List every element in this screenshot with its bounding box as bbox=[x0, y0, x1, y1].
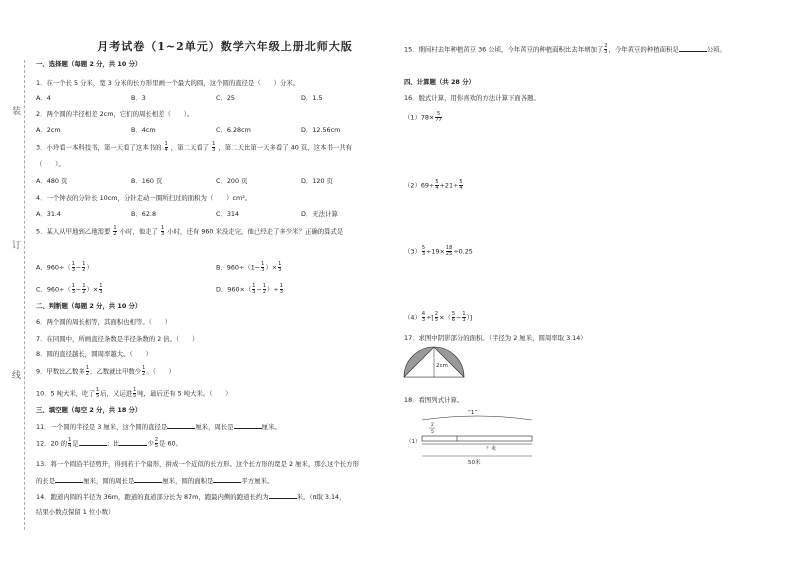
q3-fraction-1 bbox=[165, 142, 168, 153]
unknown-label: ？米 bbox=[486, 446, 497, 452]
fraction-denominator: 3 bbox=[99, 289, 103, 295]
calc-16-3 bbox=[404, 246, 473, 257]
f13-text-e: 平方厘米。 bbox=[241, 477, 274, 485]
answer-blank[interactable] bbox=[234, 422, 262, 429]
fill-15 bbox=[404, 44, 726, 55]
fill-12 bbox=[36, 438, 182, 449]
fraction-numerator: 5 bbox=[421, 245, 426, 251]
f14-text-b: 米。（π取 3.14， bbox=[296, 493, 346, 501]
c16-3-text-c: ÷0.25 bbox=[453, 247, 473, 256]
j10-text-b: 后，又运进 bbox=[100, 389, 133, 398]
judge-7: 7．在同圆中，所画直径条数是半径条数的 2 倍。（ ） bbox=[36, 335, 199, 343]
q1-option-d: D．1.5 bbox=[301, 94, 323, 102]
fraction-numerator: 1 bbox=[68, 437, 72, 443]
judge-10 bbox=[36, 388, 232, 399]
fraction-denominator: 3 bbox=[421, 251, 426, 257]
f12-text-c: ；比 bbox=[106, 439, 120, 448]
q3-text-b: ，第二天看了 bbox=[170, 143, 210, 152]
section-choice-title: 一、选择题（每题 2 分，共 10 分） bbox=[36, 60, 142, 68]
fraction-numerator: 1 bbox=[279, 283, 283, 289]
q5-text-b: 小时，他走了 bbox=[119, 227, 158, 236]
j10-text-a: 10．5 吨大米，吃了 bbox=[36, 389, 95, 398]
fraction bbox=[82, 262, 85, 273]
fill-13-line-2 bbox=[36, 476, 273, 485]
q5-option-c-close: ）× bbox=[86, 285, 99, 294]
answer-blank[interactable] bbox=[55, 476, 83, 483]
c16-4-text-b: ÷[ bbox=[426, 313, 434, 322]
judge-8: 8．圆的直径越长，圆周率越大。（ ） bbox=[36, 350, 152, 358]
semicircle-figure bbox=[402, 345, 466, 379]
fill-14-line-2: 结果小数点保留 1 位小数） bbox=[36, 508, 115, 516]
fraction-numerator: 5 bbox=[436, 111, 441, 117]
c16-2-text: （2）69÷ bbox=[404, 181, 435, 190]
fraction-denominator: 4 bbox=[459, 185, 463, 191]
f13-text-c: 厘米，圆的周长是 bbox=[83, 477, 135, 485]
q1-option-c: C．25 bbox=[216, 94, 235, 102]
whole-brace bbox=[422, 416, 532, 420]
answer-blank[interactable] bbox=[679, 45, 707, 52]
fraction-denominator: 3 bbox=[421, 317, 426, 323]
total-label: 50米 bbox=[468, 460, 481, 466]
c16-3-text-b: ÷19× bbox=[426, 247, 445, 256]
fraction-denominator: 3 bbox=[161, 231, 165, 237]
question-1: 1．在一个长 5 分米，宽 3 分米的长方形里画一个最大的圆，这个圆的直径是（ ）分米。 bbox=[36, 79, 300, 87]
fraction bbox=[435, 112, 441, 123]
fraction-numerator: 1 bbox=[142, 365, 146, 371]
item-label: （1） bbox=[406, 439, 421, 445]
fraction-denominator: 3 bbox=[261, 267, 265, 273]
fraction bbox=[252, 284, 255, 295]
fraction-numerator: 1 bbox=[161, 225, 165, 231]
f15-text-a: 15．期间村去年种植黄豆 36 公顷，今年黄豆的种植面积比去年增加了 bbox=[404, 45, 604, 54]
c16-3-text: （3） bbox=[404, 247, 421, 256]
f12-text-d: 少 bbox=[147, 439, 154, 448]
part-numerator: 2 bbox=[431, 423, 434, 428]
f12-text-e: 是 60。 bbox=[159, 439, 182, 448]
fraction-numerator: 1 bbox=[133, 387, 137, 393]
fraction-denominator: 3 bbox=[462, 317, 466, 323]
j9-text-a: 9．甲数比乙数多 bbox=[36, 367, 85, 376]
fraction-numerator: 2 bbox=[604, 43, 608, 49]
q4-option-d: D．无法计算 bbox=[301, 210, 338, 218]
fraction-denominator: 2 bbox=[262, 289, 266, 295]
q5-option-d-label: D．960×（ bbox=[216, 285, 252, 294]
f13-text-b: 的长是 bbox=[36, 477, 56, 485]
fraction-denominator: 5 bbox=[434, 317, 439, 323]
fraction bbox=[99, 284, 102, 295]
q2-option-d: D．12.56cm bbox=[301, 126, 341, 134]
f12-text-a: 12．20 的 bbox=[36, 439, 68, 448]
fraction-numerator: 1 bbox=[85, 365, 89, 371]
fraction bbox=[459, 180, 462, 191]
section-judge-title: 二、判断题（每题 2 分，共 10 分） bbox=[36, 302, 142, 310]
q5-option-b bbox=[216, 262, 282, 273]
calc-18: 18．看图列式计算。 bbox=[404, 396, 464, 404]
fraction-denominator: 3 bbox=[71, 289, 75, 295]
fraction-denominator: 3 bbox=[279, 289, 283, 295]
q5-option-b-close: ）× bbox=[265, 263, 278, 272]
fraction bbox=[604, 44, 607, 55]
fraction bbox=[435, 312, 438, 323]
fraction-numerator: 1 bbox=[82, 261, 86, 267]
q5-option-c bbox=[36, 284, 103, 295]
fraction-numerator: 1 bbox=[262, 283, 266, 289]
f11-text-b: 厘米，周长是 bbox=[195, 423, 234, 431]
q5-option-b-label: B．960÷（1− bbox=[216, 263, 261, 272]
f15-text-b: ，今年黄豆的种植面积是 bbox=[608, 45, 679, 54]
fill-13-line-1: 13．将一个圆沿半径剪开，得到若干个扇形，拼成一个近似的长方形。这个长方形的宽是 2 厘米，那么这个长方形 bbox=[36, 460, 360, 468]
fraction bbox=[261, 262, 264, 273]
fraction-numerator: 1 bbox=[71, 283, 75, 289]
answer-blank[interactable] bbox=[167, 422, 195, 429]
q3-option-a: A．480 页 bbox=[36, 177, 68, 185]
segment-diagram bbox=[402, 406, 542, 470]
whole-label: “1” bbox=[468, 410, 478, 416]
fraction-denominator: 4 bbox=[435, 185, 439, 191]
answer-blank[interactable] bbox=[79, 439, 107, 446]
fraction-denominator: 4 bbox=[68, 443, 72, 449]
fraction-numerator: 1 bbox=[164, 141, 168, 147]
fraction-numerator: 1 bbox=[462, 311, 466, 317]
binding-char-2: 订 bbox=[12, 241, 22, 251]
calc-16-1 bbox=[404, 112, 443, 123]
fraction-numerator: 1 bbox=[99, 283, 103, 289]
fraction bbox=[133, 388, 136, 399]
total-bar bbox=[422, 436, 532, 441]
fraction-numerator: 1 bbox=[252, 283, 256, 289]
answer-blank[interactable] bbox=[213, 476, 241, 483]
fraction-denominator: 5 bbox=[133, 393, 137, 399]
page-title: 月考试卷（1~2单元）数学六年级上册北师大版 bbox=[97, 40, 353, 53]
answer-blank[interactable] bbox=[134, 476, 162, 483]
q3-option-c: C．200 页 bbox=[216, 177, 248, 185]
fraction-denominator: 3 bbox=[252, 289, 256, 295]
judge-9 bbox=[36, 366, 175, 377]
fraction-numerator: 2 bbox=[154, 437, 159, 443]
fraction bbox=[435, 180, 438, 191]
q5-option-a bbox=[36, 262, 93, 273]
c16-4-text-c: ×（ bbox=[439, 313, 451, 322]
q4-option-b: B．62.8 bbox=[131, 210, 157, 218]
fraction-numerator: 1 bbox=[278, 261, 282, 267]
j9-text-b: ，乙数就比甲数少 bbox=[90, 367, 142, 376]
fraction-denominator: 25 bbox=[445, 251, 453, 257]
section-calc-title: 四、计算题（共 28 分） bbox=[404, 78, 475, 86]
fraction-numerator: 1 bbox=[113, 225, 117, 231]
q3-text-d: （ ）。 bbox=[36, 160, 65, 168]
q1-option-b: B．3 bbox=[131, 94, 146, 102]
fraction-denominator: 3 bbox=[212, 147, 216, 153]
fraction-denominator: 5 bbox=[95, 393, 100, 399]
fraction bbox=[72, 284, 75, 295]
q2-option-b: B．4cm bbox=[131, 126, 156, 134]
fraction-denominator: 2 bbox=[113, 231, 117, 237]
operator: − bbox=[456, 313, 462, 322]
operator: − bbox=[75, 263, 82, 272]
binding-char-3: 线 bbox=[12, 371, 22, 381]
fraction-numerator: 1 bbox=[261, 261, 265, 267]
f11-text-a: 11．一个圆的半径是 3 厘米，这个圆的直径是 bbox=[36, 423, 168, 431]
fraction bbox=[68, 438, 71, 449]
fraction-denominator: 77 bbox=[435, 117, 442, 123]
operator: − bbox=[256, 285, 262, 294]
question-2: 2．两个圆的半径相差 2cm，它们的周长相差（ ）。 bbox=[36, 110, 194, 118]
q2-option-a: A．2cm bbox=[36, 126, 61, 134]
calc-16-instruction: 16．脱式计算，用你喜欢的方法计算下面各题。 bbox=[404, 94, 540, 102]
part-denominator: 5 bbox=[431, 430, 434, 435]
q1-option-a: A．4 bbox=[36, 94, 51, 102]
q5-option-d bbox=[216, 284, 284, 295]
fraction bbox=[142, 366, 145, 377]
fraction bbox=[422, 246, 425, 257]
q5-option-a-label: A．960÷（ bbox=[36, 263, 71, 272]
question-4: 4．一个钟表的分针长 10cm，分针走动一圈所扫过的面积为（ ）cm²。 bbox=[36, 194, 252, 202]
judge-6: 6．两个圆的周长相等，其面积也相等。（ ） bbox=[36, 318, 172, 326]
fraction-denominator: 2 bbox=[142, 371, 146, 377]
fraction-denominator: 2 bbox=[82, 267, 86, 273]
q5-text-a: 5．某人从甲地到乙地需要 bbox=[36, 227, 111, 236]
fraction-numerator: 5 bbox=[451, 311, 456, 317]
fraction-denominator: 3 bbox=[71, 267, 75, 273]
q5-text-c: 小时，还有 960 米没走完，他已经走了多少米？正确的算式是 bbox=[167, 227, 344, 236]
answer-blank[interactable] bbox=[269, 492, 297, 499]
binding-char-1: 装 bbox=[12, 107, 22, 117]
q5-option-c-label: C．960÷（ bbox=[36, 285, 71, 294]
q2-option-c: C．6.28cm bbox=[216, 126, 251, 134]
fraction bbox=[446, 246, 452, 257]
c16-2-text-b: +21÷ bbox=[439, 181, 459, 190]
radius-label: 2cm bbox=[436, 363, 448, 369]
fraction-denominator: 3 bbox=[604, 49, 608, 55]
fill-14-line-1 bbox=[36, 492, 346, 501]
fraction bbox=[82, 284, 85, 295]
calc-17: 17．求图中阴影部分的面积。（半径为 2 厘米，圆周率取 3.14） bbox=[404, 334, 587, 342]
fraction-numerator: 1 bbox=[82, 283, 86, 289]
q5-fraction-1 bbox=[113, 226, 116, 237]
fraction bbox=[263, 284, 266, 295]
fraction-numerator: 4 bbox=[421, 311, 426, 317]
j9-text-c: 。（ ） bbox=[146, 367, 176, 376]
q3-text-c: ，第二天比第一天多看了 40 页，这本书一共有 bbox=[218, 143, 353, 152]
fraction bbox=[72, 262, 75, 273]
fraction-numerator: 2 bbox=[434, 311, 439, 317]
f13-text-d: 厘米，圆的面积是 bbox=[162, 477, 214, 485]
fraction-denominator: 4 bbox=[164, 147, 168, 153]
f15-text-c: 公顷。 bbox=[706, 45, 726, 54]
calc-16-4 bbox=[404, 312, 472, 323]
q5-option-a-close: ） bbox=[86, 263, 93, 272]
c16-4-text-d: ）] bbox=[466, 313, 473, 322]
operator: − bbox=[75, 285, 82, 294]
fraction-numerator: 1 bbox=[71, 261, 75, 267]
calc-16-2 bbox=[404, 180, 464, 191]
question-5 bbox=[36, 226, 343, 237]
q3-fraction-2 bbox=[212, 142, 215, 153]
q5-fraction-2 bbox=[161, 226, 164, 237]
f14-text-a: 14．跑道内圆的半径为 36m，跑道的直道部分长为 87m，跑最内侧的跑道长约为 bbox=[36, 493, 269, 501]
fraction-numerator: 5 bbox=[435, 179, 439, 185]
c16-4-text: （4） bbox=[404, 313, 421, 322]
j10-text-c: 吨，最后还有 5 吨大米。（ ） bbox=[137, 389, 232, 398]
fraction-numerator: 1 bbox=[95, 387, 100, 393]
answer-blank[interactable] bbox=[119, 439, 147, 446]
fraction bbox=[452, 312, 455, 323]
q3-text-a: 3．小玲看一本科技书，第一天看了这本书的 bbox=[36, 143, 162, 152]
fraction-numerator: 5 bbox=[459, 179, 463, 185]
fraction bbox=[462, 312, 465, 323]
fraction-denominator: 5 bbox=[154, 443, 159, 449]
c16-1-text: （1）78× bbox=[404, 113, 435, 122]
question-3 bbox=[36, 142, 352, 153]
fraction-numerator: 18 bbox=[445, 245, 453, 251]
fraction-denominator: 6 bbox=[451, 317, 456, 323]
q3-option-b: B．160 页 bbox=[131, 177, 163, 185]
fraction-denominator: 2 bbox=[82, 289, 86, 295]
fraction-numerator: 1 bbox=[212, 141, 216, 147]
fraction bbox=[96, 388, 99, 399]
fill-11 bbox=[36, 422, 281, 431]
q4-option-a: A．31.4 bbox=[36, 210, 61, 218]
fraction bbox=[278, 262, 281, 273]
fraction bbox=[422, 312, 425, 323]
f12-text-b: 是 bbox=[72, 439, 79, 448]
section-fill-title: 三、填空题（每空 2 分，共 18 分） bbox=[36, 406, 142, 414]
fraction-denominator: 2 bbox=[85, 371, 89, 377]
binding-dashed-line bbox=[24, 60, 25, 530]
fraction bbox=[280, 284, 283, 295]
q3-option-d: D．120 页 bbox=[301, 177, 333, 185]
fraction-denominator: 3 bbox=[278, 267, 282, 273]
fraction bbox=[86, 366, 89, 377]
fraction bbox=[155, 438, 158, 449]
q5-option-d-close: ）÷ bbox=[267, 285, 279, 294]
f11-text-c: 厘米。 bbox=[261, 423, 281, 431]
q4-option-c: C．314 bbox=[216, 210, 240, 218]
